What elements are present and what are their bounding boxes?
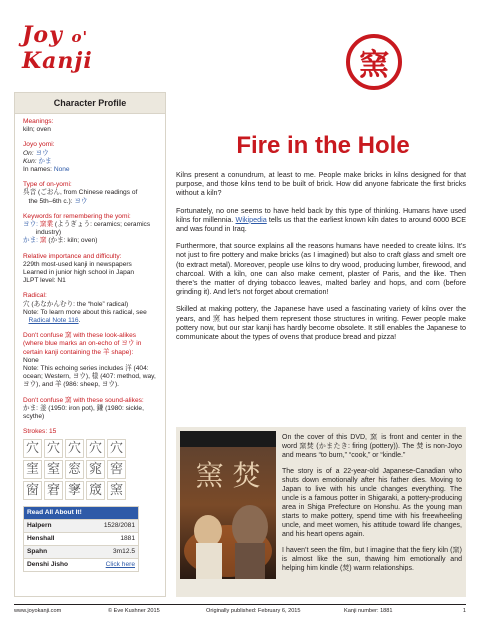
reference-label: Denshi Jisho xyxy=(27,560,69,568)
importance-line2: Learned in junior high school in Japan xyxy=(23,269,135,277)
footer-copyright: © Eve Kushner 2015 xyxy=(108,608,160,614)
onyomi-type-title: Type of on-yomi: xyxy=(23,181,72,189)
keyword1-rest2: industry) xyxy=(35,229,62,237)
stroke-order-cell: 窯 xyxy=(107,481,126,500)
radical-section: Radical: 穴 (あなかんむり: the “hole” radical) Note: To learn more about this radical, see Radical Note 116. xyxy=(23,292,157,325)
read-all-heading: Read All About It! xyxy=(24,507,138,519)
dvd-paragraph: I haven’t seen the film, but I imagine that the fiery kiln (窯) is almost like the sun, thawing him emotionally and helping him kindle (焚) warm relationships. xyxy=(282,547,462,572)
reference-row xyxy=(24,519,138,532)
keyword1-kana: ヨウ: xyxy=(23,221,39,229)
importance-line3: JLPT level: N1 xyxy=(23,277,66,285)
keywords-title: Keywords for remembering the yomi: xyxy=(23,212,131,220)
logo-joy: Joy xyxy=(22,22,63,48)
stroke-order-cell: 窖 xyxy=(107,460,126,479)
stroke-order-cell: 穴 xyxy=(23,439,42,458)
site-logo xyxy=(22,22,162,74)
importance-line1: 229th most-used kanji in newspapers xyxy=(23,260,132,268)
page-footer xyxy=(14,604,466,614)
radical-title: Radical: xyxy=(23,292,47,300)
stroke-order-cell: 穴 xyxy=(107,439,126,458)
onyomi-type-line1: 呉音 (ごおん, from Chinese readings of xyxy=(23,189,138,197)
importance-title: Relative importance and difficulty: xyxy=(23,252,122,260)
article-paragraph-text: tells us that the earliest known kiln dates to around 6000 BCE and was found in Iraq. xyxy=(176,214,467,234)
dvd-cover-image xyxy=(180,431,276,579)
kun-value: かま xyxy=(38,157,52,165)
keywords-section xyxy=(23,213,157,246)
stroke-order-cell: 穴 xyxy=(65,439,84,458)
stroke-order-grid xyxy=(23,439,157,500)
soundalikes-title: Don't confuse 窯 with these sound-alikes: xyxy=(23,396,144,404)
footer-published: Originally published: February 6, 2015 xyxy=(206,608,301,614)
article-paragraph: Skilled at making pottery, the Japanese have used a fascinating variety of kilns over the years, and 窯 has helped them represent those structures in writing. Fewer people make pottery now, but our star kanji has hardly become obsolete. It still enables the Japanese to communicate about the types of ovens that produce bread and pizza! xyxy=(176,304,466,342)
stroke-order-cell: 窚 xyxy=(86,481,105,500)
footer-page-number: 1 xyxy=(462,608,466,614)
character-profile-sidebar xyxy=(14,92,166,597)
stroke-order-cell: 窓 xyxy=(65,460,84,479)
reference-label: Spahn xyxy=(27,547,48,555)
dvd-paragraph: The story is of a 22-year-old Japanese-Canadian who shuts down emotionally after his father dies. Moving to Japan to live with his uncle changes everything. The uncle is a famous potter in Shigaraki, a pottery-producing area in Shiga Prefecture on Honshu. As the young man starts to make pottery, spend time with his freewheeling uncle, and meet women, his attitude toward life changes, and his heart opens again. xyxy=(282,468,462,538)
article-paragraph: Furthermore, that source explains all the reasons humans have needed to create kilns. It’s not just to fire pottery and make bricks (as I imagined) but also to craft glass and smelt ore (to extract metal). Moreover, people use kilns to dry wood, producing lumber, firewood, and charcoal. With a kiln, one can also make cement, plaster of Paris, and the like. Then there’s the matter of drying tobacco leaves, malted barley and hops, and corn (before grinding it). And let’s not forget about cremation! xyxy=(176,241,466,297)
kun-label: Kun: xyxy=(23,157,37,165)
article-paragraph xyxy=(176,206,466,234)
lookalikes-line1: None xyxy=(23,356,39,364)
radical-line1: 穴 (あなかんむり: the “hole” radical) xyxy=(23,300,129,308)
meanings-section xyxy=(23,118,157,134)
dvd-description xyxy=(282,433,462,580)
dvd-paragraph: On the cover of this DVD, 窯 is front and center in the word 窯焚 (かまたき: firing (pottery)). The 焚 is non-Joyo and means “to burn,” “cook,” or “kindle.” xyxy=(282,434,462,459)
article-paragraph: Kilns present a conundrum, at least to me. People make bricks in kilns designed for that purpose, and those kilns tend to be built of brick. How did anyone fabricate the first bricks without a kiln? xyxy=(176,170,466,198)
featured-kanji-badge xyxy=(346,34,402,90)
keyword2-kana: かま: xyxy=(23,237,39,245)
article-title: Fire in the Hole xyxy=(236,132,410,159)
meanings-value: kiln; oven xyxy=(23,126,51,134)
stroke-order-cell: 穴 xyxy=(44,439,63,458)
reference-row xyxy=(24,558,138,571)
denshi-jisho-link[interactable]: Click here xyxy=(105,560,135,568)
radical-note-link[interactable]: Radical Note 116 xyxy=(28,317,79,325)
on-label: On: xyxy=(23,149,34,157)
keyword1-word: 窯業 xyxy=(39,221,54,229)
stroke-order-cell: 窕 xyxy=(86,460,105,479)
joyo-yomi-title: Joyo yomi: xyxy=(23,141,55,149)
logo-kanji: Kanji xyxy=(22,48,93,74)
joyo-yomi-section xyxy=(23,141,157,174)
onyomi-type-line2: the 5th–6th c.): xyxy=(28,197,73,205)
wikipedia-link[interactable]: Wikipedia xyxy=(235,214,267,224)
names-label: In names: xyxy=(23,166,52,174)
lookalikes-title: Don't confuse 窯 with these look-alikes (where blue marks an on-echo of ヨウ in certain kanji containing the 羊 shape): xyxy=(23,332,142,356)
stroke-order-cell: 窒 xyxy=(44,460,63,479)
stroke-order-cell: 窘 xyxy=(44,481,63,500)
onyomi-type-value: ヨウ xyxy=(74,197,88,205)
soundalikes-line1: かま: 釜 (1950: iron pot), 鎌 (1980: sickle, scythe) xyxy=(23,404,144,421)
stroke-order-cell: 窗 xyxy=(23,481,42,500)
keyword1-rest: (ようぎょう: ceramics; ceramics xyxy=(54,221,151,229)
stroke-order-cell: 窐 xyxy=(23,460,42,479)
sidebar-heading: Character Profile xyxy=(15,93,165,114)
reference-label: Halpern xyxy=(27,521,52,529)
reference-value: 3m12.5 xyxy=(113,547,135,555)
reference-label: Henshall xyxy=(27,534,55,542)
meanings-title: Meanings: xyxy=(23,118,54,125)
dvd-feature-box xyxy=(176,427,466,597)
strokes-title: Strokes: 15 xyxy=(23,428,57,436)
keyword2-word: 窯 xyxy=(39,237,47,245)
lookalikes-line2: Note: This echoing series includes 洋 (404: ocean; Western, ヨウ), 様 (407: method, way, ヨウ), and 羊 (986: sheep, ヨウ). xyxy=(23,365,156,389)
reference-value: 1528/2081 xyxy=(103,521,135,529)
logo-o: o' xyxy=(71,28,89,46)
footer-site[interactable]: www.joyokanji.com xyxy=(14,608,62,614)
article-body xyxy=(176,170,466,349)
names-value: None xyxy=(53,166,70,174)
reference-row xyxy=(24,545,138,558)
featured-kanji: 窯 xyxy=(359,48,389,83)
onyomi-type-section xyxy=(23,181,157,206)
strokes-section xyxy=(23,428,157,571)
stroke-order-cell: 穴 xyxy=(86,439,105,458)
read-all-about-it-box xyxy=(23,506,139,572)
soundalikes-section xyxy=(23,397,157,422)
footer-kanji-number: Kanji number: 1881 xyxy=(344,608,393,614)
reference-value: 1881 xyxy=(120,534,135,542)
dvd-cover-title: 窯 焚 xyxy=(195,459,261,492)
importance-section xyxy=(23,253,157,286)
on-value: ヨウ xyxy=(35,149,49,157)
reference-row xyxy=(24,532,138,545)
lookalikes-section xyxy=(23,332,157,389)
stroke-order-cell: 窙 xyxy=(65,481,84,500)
article-paragraph-text: Fortunately, no one seems to have held back by this type of thinking. Humans have used kilns for millennia. xyxy=(176,205,466,224)
radical-line2: Note: To learn more about this radical, see xyxy=(23,308,147,316)
keyword2-rest: (かま: kiln; oven) xyxy=(48,237,98,245)
